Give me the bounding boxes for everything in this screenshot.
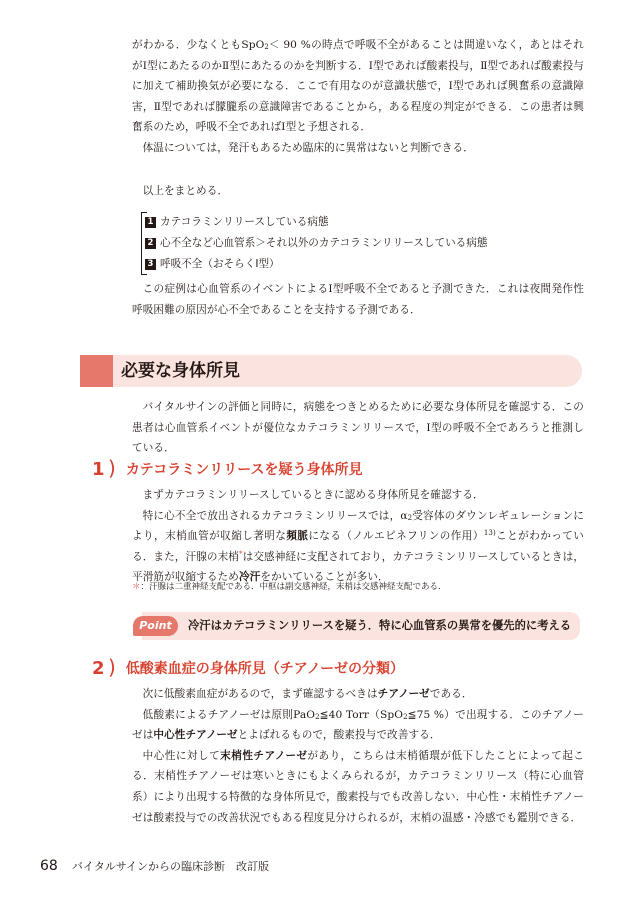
- footnote-text: ：汗腺は二重神経支配である．中枢は副交感神経，末梢は交感神経支配である．: [140, 582, 447, 592]
- summary-item-text: 心不全など心血管系＞それ以外のカテコラミンリリースしている病態: [160, 237, 488, 249]
- footnote-mark: ＊: [132, 582, 141, 592]
- subsection-2-paragraph-3: 中心性に対して末梢性チアノーゼがあり，こちらは末梢循環が低下したことによって起こる．末梢性チアノーゼは寒いときにもよくみられるが，カテコラミンリリース（特に心血管系）により出現する特徴的な身体所見で，酸素投与でも改善しない．中心性・末梢性チアノーゼは酸素投与での改善状況でもある程度見分けられるが，末梢の温感・冷感でも鑑別できる．: [132, 749, 585, 824]
- subsection-2-heading: [92, 656, 404, 680]
- number-badge-3: 3: [145, 259, 156, 270]
- page-footer: [40, 858, 269, 874]
- section-intro: [132, 397, 584, 459]
- intro-text: [132, 35, 584, 159]
- summary-item-text: 呼吸不全（おそらくⅠ型）: [160, 258, 280, 270]
- subsection-number: 2: [92, 657, 105, 679]
- subsection-paren: ): [108, 655, 116, 679]
- summary-item-3: [142, 254, 562, 275]
- conclusion-text: [132, 279, 584, 320]
- summary-item-2: [142, 233, 562, 254]
- intro-paragraph-1: がわかる．少なくともSpO$_2$＜ 90 %の時点で呼吸不全があることは間違いなく，あとはそれがⅠ型にあたるのかⅡ型にあたるのかを判断する．Ⅰ型であれば酸素投与，Ⅱ型であれば酸素投与に加えて補助換気が必要になる．ここで有用なのが意識状態で，Ⅰ型であれば興奮系の意識障害，Ⅱ型であれば朦朧系の意識障害であることから，ある程度の判定ができる．この患者は興奮系のため，呼吸不全であればⅠ型と予想される．: [132, 39, 584, 134]
- intro-paragraph-2: 体温については，発汗もあるため臨床的に異常はないと判断できる．: [142, 141, 474, 154]
- number-badge-1: 1: [145, 217, 156, 228]
- section-heading-tab: [80, 355, 113, 387]
- subsection-2-paragraph-2: 低酸素によるチアノーゼは原則PaO$_2$≦40 Torr（SpO$_2$≦75 %）で出現する．このチアノーゼは中心性チアノーゼとよばれるもので，酸素投与で改善する．: [132, 708, 584, 742]
- point-badge: Point: [133, 616, 178, 636]
- summary-lead: [132, 181, 584, 202]
- section-title: 必要な身体所見: [121, 361, 240, 381]
- section-heading: [80, 355, 582, 387]
- book-title: バイタルサインからの臨床診断 改訂版: [71, 860, 270, 873]
- subsection-2-body: [132, 684, 584, 828]
- subsection-1-heading: [92, 457, 363, 481]
- subsection-1-body: [132, 485, 584, 588]
- subsection-1-paragraph-1: まずカテコラミンリリースしているときに認める身体所見を確認する．: [142, 489, 484, 501]
- subsection-paren: ): [108, 456, 116, 480]
- number-badge-2: 2: [145, 238, 156, 249]
- point-text: 冷汗はカテコラミンリリースを疑う．特に心血管系の異常を優先的に考える: [188, 619, 572, 632]
- summary-item-1: [142, 212, 562, 233]
- subsection-title: カテコラミンリリースを疑う身体所見: [125, 462, 363, 478]
- point-box: [139, 612, 580, 640]
- summary-list: [141, 212, 562, 275]
- footnote: [132, 580, 447, 592]
- subsection-title: 低酸素血症の身体所見（チアノーゼの分類）: [125, 661, 404, 677]
- subsection-2-paragraph-1: 次に低酸素血症があるので，まず確認するべきはチアノーゼである．: [142, 688, 473, 700]
- conclusion-paragraph: この症例は心血管系のイベントによるⅠ型呼吸不全であると予測できた．これは夜間発作性呼吸困難の原因が心不全であることを支持する予測である．: [132, 283, 584, 316]
- section-intro-paragraph: バイタルサインの評価と同時に，病態をつきとめるために必要な身体所見を確認する．この患者は心血管系イベントが優位なカテコラミンリリースで，Ⅰ型の呼吸不全であろうと推測している．: [132, 401, 584, 455]
- page-number: 68: [40, 858, 58, 874]
- summary-lead-text: 以上をまとめる．: [142, 185, 229, 197]
- subsection-number: 1: [92, 458, 105, 480]
- subsection-1-paragraph-2: 特に心不全で放出されるカテコラミンリリースでは，$\alpha_2$受容体のダウンレギュレーションにより，末梢血管が収縮し著明な頻脈になる（ノルエピネフリンの作用）$^{13)}$ことがわかっている．また，汗腺の末梢*は交感神経に支配されており，カテコラミンリリースしているときは，平滑筋が収縮するため冷汗をかいていることが多い．: [132, 509, 585, 584]
- summary-item-text: カテコラミンリリースしている病態: [160, 216, 329, 228]
- footnote-marker: *: [239, 549, 243, 558]
